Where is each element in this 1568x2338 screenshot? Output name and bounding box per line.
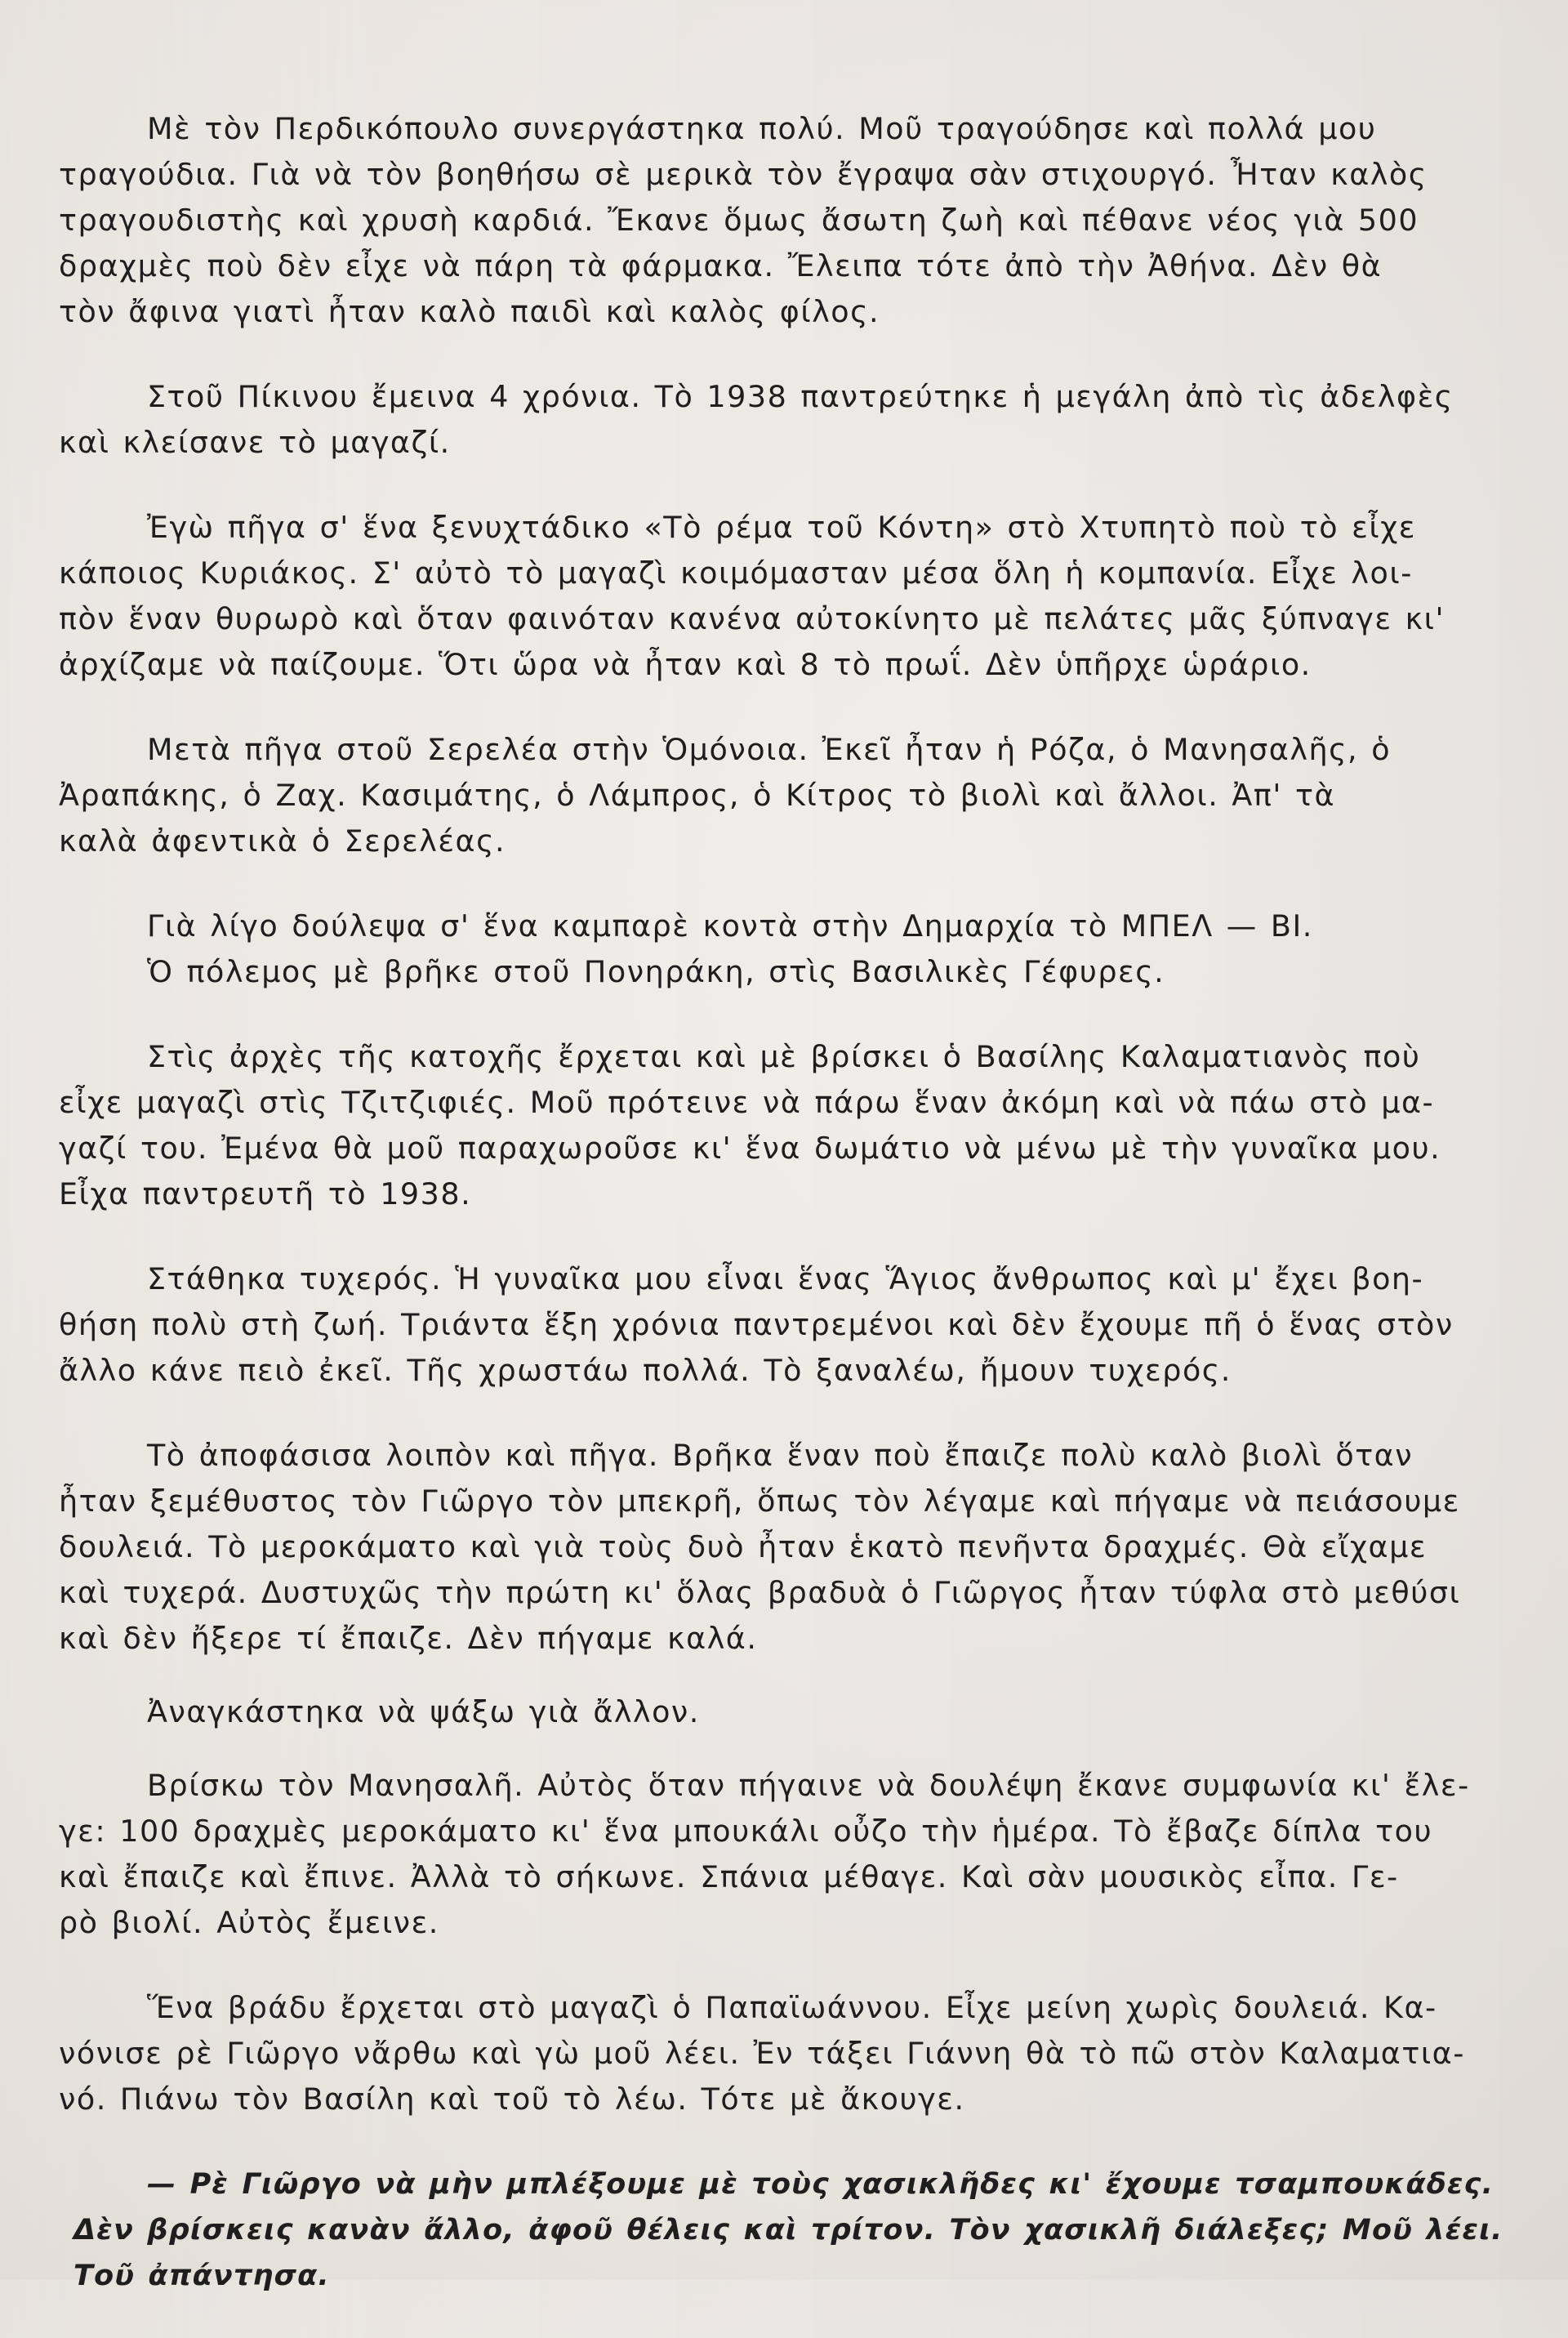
text-line: Μὲ τὸν Περδικόπουλο συνεργάστηκα πολύ. Μοῦ τραγούδησε καὶ πολλά μου <box>147 111 1377 146</box>
paragraph <box>59 904 1529 995</box>
text-line: γαζί του. Ἐμένα θὰ μοῦ παραχωροῦσε κι' ἕνα δωμάτιο νὰ μένω μὲ τὴν γυναῖκα μου. <box>59 1131 1441 1166</box>
paragraph <box>59 1689 1529 1735</box>
text-line: Ἀναγκάστηκα νὰ ψάξω γιὰ ἄλλον. <box>147 1694 700 1729</box>
paragraph <box>59 727 1529 864</box>
paragraph <box>59 1034 1529 1217</box>
text-line: Εἶχα παντρευτῆ τὸ 1938. <box>59 1176 472 1211</box>
text-line: θήση πολὺ στὴ ζωή. Τριάντα ἕξη χρόνια παντρεμένοι καὶ δὲν ἔχουμε πῆ ὁ ἕνας στὸν <box>59 1307 1454 1342</box>
text-line: καὶ κλείσανε τὸ μαγαζί. <box>59 425 451 460</box>
paragraph <box>59 505 1529 688</box>
text-line: νό. Πιάνω τὸν Βασίλη καὶ τοῦ τὸ λέω. Τότε μὲ ἄκουγε. <box>59 2081 965 2117</box>
text-line: κάποιος Κυριάκος. Σ' αὐτὸ τὸ μαγαζὶ κοιμόμασταν μέσα ὅλη ἡ κομπανία. Εἶχε λοι- <box>59 555 1413 591</box>
document-page <box>59 106 1529 2338</box>
text-line: Γιὰ λίγο δούλεψα σ' ἕνα καμπαρὲ κοντὰ στὴν Δημαρχία τὸ ΜΠΕΛ — ΒΙ. <box>147 908 1313 944</box>
text-line: Τοῦ ἀπάντησα. <box>74 2260 330 2292</box>
paragraph <box>59 1763 1529 1946</box>
text-line: καὶ δὲν ἤξερε τί ἔπαιζε. Δὲν πήγαμε καλά. <box>59 1621 758 1656</box>
text-line: γε: 100 δραχμὲς μεροκάματο κι' ἕνα μπουκάλι οὖζο τὴν ἡμέρα. Τὸ ἔβαζε δίπλα του <box>59 1814 1433 1849</box>
paragraph <box>59 374 1529 466</box>
text-line: Στὶς ἀρχὲς τῆς κατοχῆς ἔρχεται καὶ μὲ βρίσκει ὁ Βασίλης Καλαματιανὸς ποὺ <box>147 1039 1421 1074</box>
text-line: Μετὰ πῆγα στοῦ Σερελέα στὴν Ὁμόνοια. Ἐκεῖ ἦταν ἡ Ρόζα, ὁ Μανησαλῆς, ὁ <box>147 732 1392 767</box>
paragraph <box>59 1256 1529 1394</box>
text-line: πὸν ἕναν θυρωρὸ καὶ ὅταν φαινόταν κανένα αὐτοκίνητο μὲ πελάτες μᾶς ξύπναγε κι' <box>59 601 1446 636</box>
text-line: Τὸ ἀποφάσισα λοιπὸν καὶ πῆγα. Βρῆκα ἕναν ποὺ ἔπαιζε πολὺ καλὸ βιολὶ ὅταν <box>147 1438 1414 1473</box>
paragraph <box>59 1433 1529 1662</box>
text-line: τραγουδιστὴς καὶ χρυσὴ καρδιά. Ἔκανε ὅμως ἄσωτη ζωὴ καὶ πέθανε νέος γιὰ 500 <box>59 203 1419 238</box>
text-line: ρὸ βιολί. Αὐτὸς ἔμεινε. <box>59 1905 439 1940</box>
text-line: Ἀραπάκης, ὁ Ζαχ. Κασιμάτης, ὁ Λάμπρος, ὁ Κίτρος τὸ βιολὶ καὶ ἄλλοι. Ἀπ' τὰ <box>59 778 1336 813</box>
text-line: δραχμὲς ποὺ δὲν εἶχε νὰ πάρη τὰ φάρμακα. Ἔλειπα τότε ἀπὸ τὴν Ἀθήνα. Δὲν θὰ <box>59 248 1383 283</box>
text-line: νόνισε ρὲ Γιῶργο νἄρθω καὶ γὼ μοῦ λέει. Ἐν τάξει Γιάννη θὰ τὸ πῶ στὸν Καλαματια- <box>59 2036 1465 2071</box>
text-line: καλὰ ἀφεντικὰ ὁ Σερελέας. <box>59 823 506 859</box>
dialogue-paragraph <box>59 2162 1529 2299</box>
text-line: ἦταν ξεμέθυστος τὸν Γιῶργο τὸν μπεκρῆ, ὅπως τὸν λέγαμε καὶ πήγαμε νὰ πειάσουμε <box>59 1484 1460 1519</box>
text-line: καὶ τυχερά. Δυστυχῶς τὴν πρώτη κι' ὅλας βραδυὰ ὁ Γιῶργος ἦταν τύφλα στὸ μεθύσι <box>59 1575 1461 1610</box>
text-line: Στάθηκα τυχερός. Ἡ γυναῖκα μου εἶναι ἕνας Ἅγιος ἄνθρωπος καὶ μ' ἔχει βοη- <box>147 1261 1424 1296</box>
text-line: τὸν ἄφινα γιατὶ ἦταν καλὸ παιδὶ καὶ καλὸς φίλος. <box>59 294 880 329</box>
paragraph <box>59 106 1529 335</box>
paragraph <box>59 1985 1529 2122</box>
text-line: Στοῦ Πίκινου ἔμεινα 4 χρόνια. Τὸ 1938 παντρεύτηκε ἡ μεγάλη ἀπὸ τὶς ἀδελφὲς <box>147 379 1454 414</box>
text-line: εἶχε μαγαζὶ στὶς Τζιτζιφιές. Μοῦ πρότεινε νὰ πάρω ἕναν ἀκόμη καὶ νὰ πάω στὸ μα- <box>59 1085 1435 1120</box>
text-line: Δὲν βρίσκεις κανὰν ἄλλο, ἀφοῦ θέλεις καὶ τρίτον. Τὸν χασικλῆ διάλεξες; Μοῦ λέει. <box>74 2214 1503 2247</box>
text-line: ἀρχίζαμε νὰ παίζουμε. Ὅτι ὥρα νὰ ἦταν καὶ 8 τὸ πρωΐ. Δὲν ὑπῆρχε ὡράριο. <box>59 647 1312 682</box>
text-line: τραγούδια. Γιὰ νὰ τὸν βοηθήσω σὲ μερικὰ τὸν ἔγραψα σὰν στιχουργό. Ἦταν καλὸς <box>59 157 1428 192</box>
text-line: Βρίσκω τὸν Μανησαλῆ. Αὐτὸς ὅταν πήγαινε νὰ δουλέψη ἔκανε συμφωνία κι' ἔλε- <box>147 1768 1470 1803</box>
text-line: — Ρὲ Γιῶργο νὰ μὴν μπλέξουμε μὲ τοὺς χασικλῆδες κι' ἔχουμε τσαμπουκάδες. <box>147 2168 1494 2201</box>
text-line: Ἕνα βράδυ ἔρχεται στὸ μαγαζὶ ὁ Παπαϊωάννου. Εἶχε μείνη χωρὶς δουλειά. Κα- <box>147 1990 1437 2025</box>
text-line: Ὁ πόλεμος μὲ βρῆκε στοῦ Πονηράκη, στὶς Βασιλικὲς Γέφυρες. <box>147 954 1165 989</box>
text-line: ἄλλο κάνε πειὸ ἐκεῖ. Τῆς χρωστάω πολλά. Τὸ ξαναλέω, ἤμουν τυχερός. <box>59 1353 1232 1388</box>
text-line: καὶ ἔπαιζε καὶ ἔπινε. Ἀλλὰ τὸ σήκωνε. Σπάνια μέθαγε. Καὶ σὰν μουσικὸς εἶπα. Γε- <box>59 1859 1399 1894</box>
text-line: δουλειά. Τὸ μεροκάματο καὶ γιὰ τοὺς δυὸ ἦταν ἑκατὸ πενῆντα δραχμές. Θὰ εἴχαμε <box>59 1529 1428 1564</box>
text-line: Ἐγὼ πῆγα σ' ἕνα ξενυχτάδικο «Τὸ ρέμα τοῦ Κόντη» στὸ Χτυπητὸ ποὺ τὸ εἶχε <box>147 510 1417 545</box>
